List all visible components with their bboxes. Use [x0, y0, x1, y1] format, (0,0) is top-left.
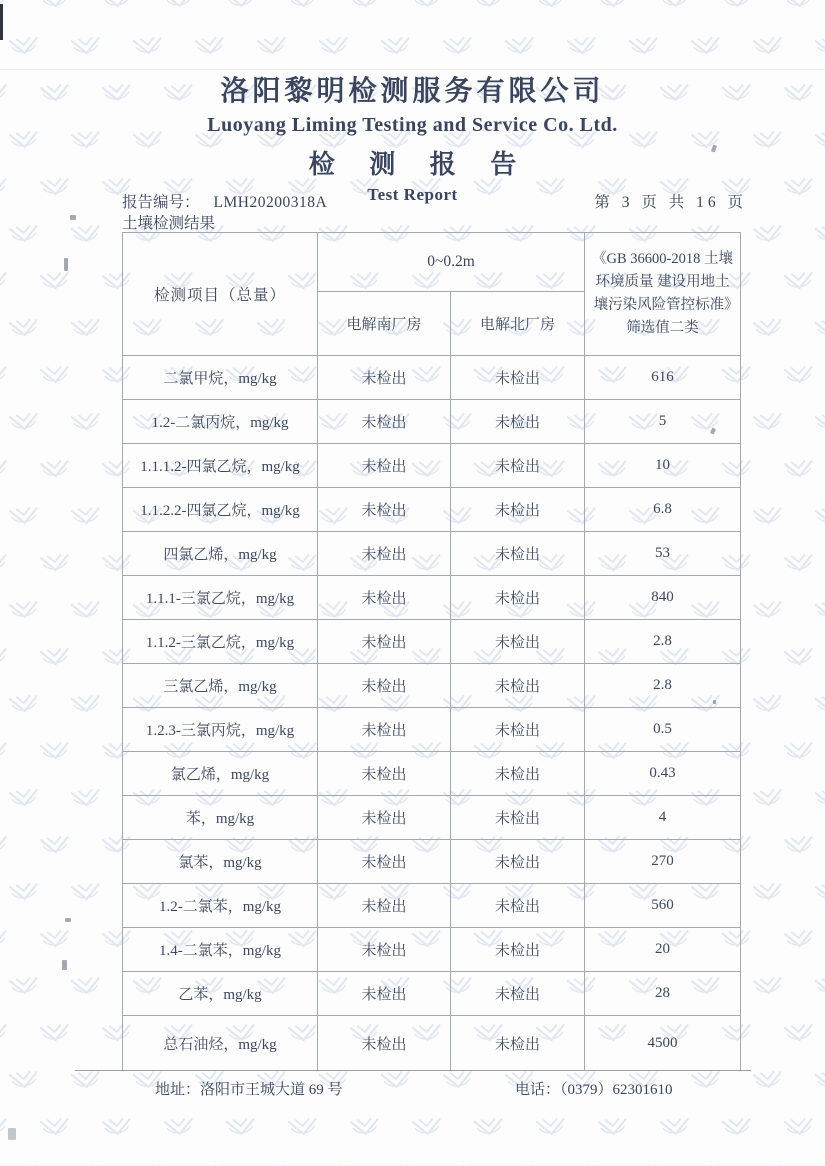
- col-header-standard: 《GB 36600-2018 土壤环境质量 建设用地土壤污染风险管控标准》筛选值二类: [585, 233, 741, 356]
- result-south-cell: 未检出: [318, 444, 451, 488]
- result-south-cell: 未检出: [318, 796, 451, 840]
- result-north-cell: 未检出: [451, 840, 585, 884]
- company-name-cn: 洛阳黎明检测服务有限公司: [220, 76, 605, 107]
- result-item-cell: 1.1.2-三氯乙烷，mg/kg: [123, 620, 318, 664]
- result-north-cell: 未检出: [451, 576, 585, 620]
- result-limit-cell: 28: [585, 972, 741, 1016]
- result-limit-cell: 0.43: [585, 752, 741, 796]
- result-north-cell: 未检出: [451, 884, 585, 928]
- scan-edge-mark: [0, 4, 3, 40]
- result-limit-cell: 0.5: [585, 708, 741, 752]
- result-south-cell: 未检出: [318, 620, 451, 664]
- result-row: [123, 488, 741, 532]
- result-north-cell: 未检出: [451, 972, 585, 1016]
- result-south-cell: 未检出: [318, 708, 451, 752]
- result-row: [123, 532, 741, 576]
- result-row: [123, 444, 741, 488]
- result-row: [123, 1016, 741, 1071]
- result-item-cell: 氯乙烯，mg/kg: [123, 752, 318, 796]
- result-row: [123, 796, 741, 840]
- result-north-cell: 未检出: [451, 356, 585, 400]
- results-body: [123, 356, 741, 1071]
- result-row: [123, 400, 741, 444]
- result-limit-cell: 53: [585, 532, 741, 576]
- result-item-cell: 乙苯，mg/kg: [123, 972, 318, 1016]
- result-item-cell: 总石油烃，mg/kg: [123, 1016, 318, 1071]
- result-limit-cell: 10: [585, 444, 741, 488]
- result-row: [123, 972, 741, 1016]
- result-item-cell: 四氯乙烯，mg/kg: [123, 532, 318, 576]
- result-limit-cell: 616: [585, 356, 741, 400]
- col-header-site-south: 电解南厂房: [318, 292, 451, 356]
- result-south-cell: 未检出: [318, 884, 451, 928]
- result-row: [123, 884, 741, 928]
- result-item-cell: 1.2-二氯苯，mg/kg: [123, 884, 318, 928]
- footer-address: [155, 1078, 343, 1099]
- result-row: [123, 664, 741, 708]
- result-item-cell: 1.1.1.2-四氯乙烷，mg/kg: [123, 444, 318, 488]
- company-name-en: Luoyang Liming Testing and Service Co. Ltd.: [207, 114, 618, 136]
- result-north-cell: 未检出: [451, 664, 585, 708]
- scan-speck: [65, 918, 71, 922]
- report-number-value: LMH20200318A: [213, 194, 328, 211]
- result-item-cell: 二氯甲烷，mg/kg: [123, 356, 318, 400]
- result-south-cell: 未检出: [318, 972, 451, 1016]
- footer-divider: [75, 1070, 751, 1071]
- footer-address-label: 地址：: [155, 1082, 201, 1098]
- result-north-cell: 未检出: [451, 532, 585, 576]
- scan-fold-line: [0, 69, 825, 70]
- result-limit-cell: 270: [585, 840, 741, 884]
- result-limit-cell: 5: [585, 400, 741, 444]
- result-item-cell: 1.4-二氯苯，mg/kg: [123, 928, 318, 972]
- result-row: [123, 356, 741, 400]
- result-south-cell: 未检出: [318, 928, 451, 972]
- result-row: [123, 620, 741, 664]
- result-north-cell: 未检出: [451, 1016, 585, 1071]
- result-south-cell: 未检出: [318, 1016, 451, 1071]
- footer-phone-value: （0379）62301610: [560, 1082, 673, 1098]
- result-south-cell: 未检出: [318, 356, 451, 400]
- report-title-en: Test Report: [367, 185, 458, 204]
- result-limit-cell: 20: [585, 928, 741, 972]
- page-info: 第 3 页 共 16 页: [594, 194, 747, 211]
- report-number-label: 报告编号：: [122, 194, 200, 211]
- result-item-cell: 1.2.3-三氯丙烷，mg/kg: [123, 708, 318, 752]
- result-north-cell: 未检出: [451, 796, 585, 840]
- result-limit-cell: 840: [585, 576, 741, 620]
- result-limit-cell: 2.8: [585, 664, 741, 708]
- result-north-cell: 未检出: [451, 444, 585, 488]
- scan-speck: [8, 1128, 16, 1140]
- result-south-cell: 未检出: [318, 532, 451, 576]
- result-south-cell: 未检出: [318, 752, 451, 796]
- col-header-item: 检测项目（总量）: [123, 233, 318, 356]
- result-north-cell: 未检出: [451, 928, 585, 972]
- result-limit-cell: 2.8: [585, 620, 741, 664]
- result-item-cell: 苯，mg/kg: [123, 796, 318, 840]
- result-south-cell: 未检出: [318, 488, 451, 532]
- col-header-site-north: 电解北厂房: [451, 292, 585, 356]
- scan-speck: [62, 960, 67, 970]
- result-north-cell: 未检出: [451, 400, 585, 444]
- result-item-cell: 氯苯，mg/kg: [123, 840, 318, 884]
- result-south-cell: 未检出: [318, 400, 451, 444]
- footer-phone-label: 电话：: [515, 1082, 561, 1098]
- result-north-cell: 未检出: [451, 488, 585, 532]
- results-table-wrap: [122, 232, 740, 1071]
- results-table: [122, 232, 741, 1071]
- result-item-cell: 三氯乙烯，mg/kg: [123, 664, 318, 708]
- scan-speck: [64, 258, 68, 271]
- result-north-cell: 未检出: [451, 708, 585, 752]
- result-row: [123, 708, 741, 752]
- scan-speck: [70, 215, 76, 220]
- result-north-cell: 未检出: [451, 620, 585, 664]
- footer-address-value: 洛阳市王城大道 69 号: [200, 1082, 343, 1098]
- result-limit-cell: 4: [585, 796, 741, 840]
- result-row: [123, 752, 741, 796]
- result-limit-cell: 4500: [585, 1016, 741, 1071]
- result-south-cell: 未检出: [318, 664, 451, 708]
- report-title-cn: 检 测 报 告: [308, 150, 531, 179]
- result-row: [123, 840, 741, 884]
- result-row: [123, 928, 741, 972]
- result-item-cell: 1.1.2.2-四氯乙烷，mg/kg: [123, 488, 318, 532]
- footer-phone: [515, 1078, 673, 1099]
- report-meta-row: [122, 190, 747, 212]
- result-south-cell: 未检出: [318, 576, 451, 620]
- result-item-cell: 1.1.1-三氯乙烷，mg/kg: [123, 576, 318, 620]
- col-header-depth: 0~0.2m: [318, 233, 585, 292]
- report-number: [122, 190, 327, 212]
- result-limit-cell: 6.8: [585, 488, 741, 532]
- result-limit-cell: 560: [585, 884, 741, 928]
- result-item-cell: 1.2-二氯丙烷，mg/kg: [123, 400, 318, 444]
- result-south-cell: 未检出: [318, 840, 451, 884]
- result-row: [123, 576, 741, 620]
- section-title: 土壤检测结果: [122, 215, 216, 232]
- result-north-cell: 未检出: [451, 752, 585, 796]
- report-header: [0, 74, 825, 205]
